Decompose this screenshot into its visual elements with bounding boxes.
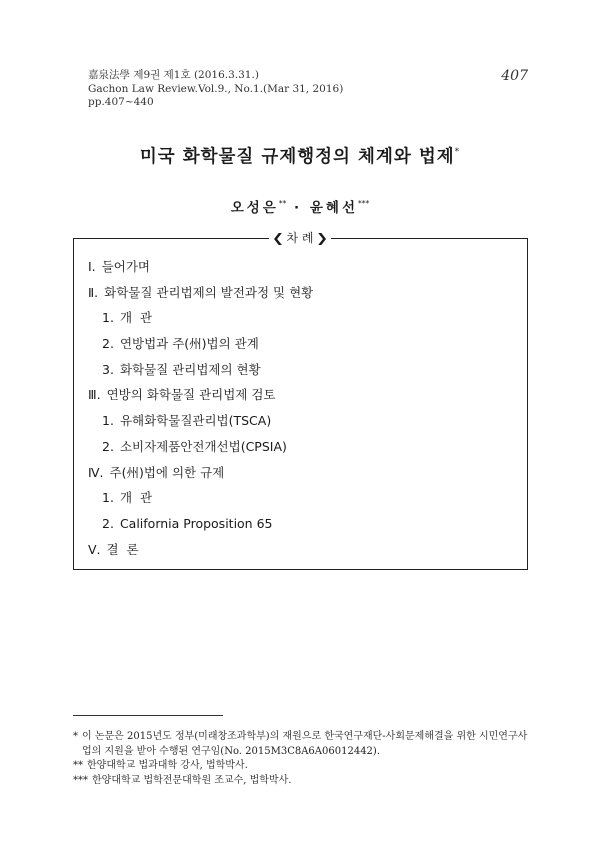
paper-title	[0, 143, 600, 168]
toc-item	[88, 335, 313, 361]
footnote-text: 한양대학교 법학전문대학원 조교수, 법학박사.	[92, 774, 292, 786]
toc-item-label: 유해화학물질관리법(TSCA)	[119, 413, 272, 429]
toc-item-label: 화학물질 관리법제의 현황	[119, 361, 261, 377]
toc-item-number: 1.	[102, 413, 114, 429]
toc-item-number: 2.	[102, 438, 114, 454]
toc-item	[88, 258, 313, 284]
author-1: 오성은	[230, 200, 279, 216]
journal-line-english: Gachon Law Review.Vol.9., No.1.(Mar 31, 2016)	[88, 82, 344, 95]
toc-item	[88, 515, 313, 541]
toc-item-label: 연방법과 주(州)법의 관계	[119, 336, 259, 352]
footnote	[73, 730, 533, 759]
footnotes	[73, 730, 533, 788]
footnote-mark: ***	[73, 774, 88, 786]
footnote-divider	[73, 715, 223, 716]
footnote	[73, 759, 533, 774]
chevron-left-icon: ❮	[271, 231, 284, 245]
toc-item	[88, 309, 313, 335]
toc-item-number: Ⅱ.	[88, 284, 99, 300]
title-footnote-mark: *	[454, 147, 461, 157]
toc-item-label: 결 론	[106, 541, 139, 557]
toc-item	[88, 386, 313, 412]
author-1-mark: **	[278, 199, 287, 208]
chevron-right-icon: ❯	[316, 231, 329, 245]
toc-item-number: Ⅲ.	[88, 387, 101, 403]
toc-item-label: 주(州)법에 의한 규제	[109, 464, 225, 480]
toc-item-label: 개 관	[119, 490, 153, 506]
toc-item-number: 2.	[102, 515, 114, 531]
journal-pages: pp.407~440	[88, 96, 154, 108]
toc-item	[88, 489, 313, 515]
footnote-text: 한양대학교 법과대학 강사, 법학박사.	[87, 760, 248, 771]
toc-item	[88, 412, 313, 438]
toc-item-number: Ⅴ.	[88, 541, 101, 557]
author-2: 윤혜선	[309, 200, 359, 216]
journal-info	[88, 69, 343, 110]
toc-item	[88, 464, 313, 490]
toc-item-label: California Proposition 65	[119, 515, 273, 531]
toc-item	[88, 541, 313, 567]
toc-item	[88, 361, 313, 387]
toc-item	[88, 284, 313, 310]
journal-line-korean: 嘉泉法學 제9권 제1호 (2016.3.31.)	[88, 69, 259, 81]
toc-item-number: 2.	[102, 336, 114, 352]
toc-item-number: 3.	[102, 361, 114, 377]
toc-item-number: Ⅳ.	[88, 464, 104, 480]
toc-item-label: 개 관	[119, 310, 153, 326]
toc-item-label: 소비자제품안전개선법(CPSIA)	[119, 438, 287, 454]
footnote-text: 이 논문은 2015년도 정부(미래창조과학부)의 재원으로 한국연구재단-사회문제해결을 위한 시민연구사업의 지원을 받아 수행된 연구임(No. 2015M3C8A6A06012442).	[82, 731, 528, 757]
author-separator: ·	[294, 200, 303, 216]
footnote-mark: **	[73, 760, 83, 771]
toc-item-label: 들어가며	[101, 259, 150, 274]
toc-item-number: 1.	[102, 490, 114, 506]
author-2-mark: ***	[358, 199, 370, 208]
toc-heading	[0, 229, 600, 246]
toc-item-label: 화학물질 관리법제의 발전과정 및 현황	[104, 284, 314, 300]
toc-item-label: 연방의 화학물질 관리법제 검토	[106, 387, 276, 403]
toc-heading-text: 차 례	[286, 231, 314, 245]
toc-item-number: 1.	[102, 310, 114, 326]
page-number: 407	[501, 68, 528, 84]
toc-item	[88, 438, 313, 464]
footnote	[73, 774, 533, 789]
toc-item-number: Ⅰ.	[88, 259, 96, 274]
paper-title-text: 미국 화학물질 규제행정의 체계와 법제	[139, 147, 455, 167]
authors	[0, 196, 600, 216]
footnote-mark: *	[73, 731, 78, 742]
toc-list	[88, 258, 313, 566]
